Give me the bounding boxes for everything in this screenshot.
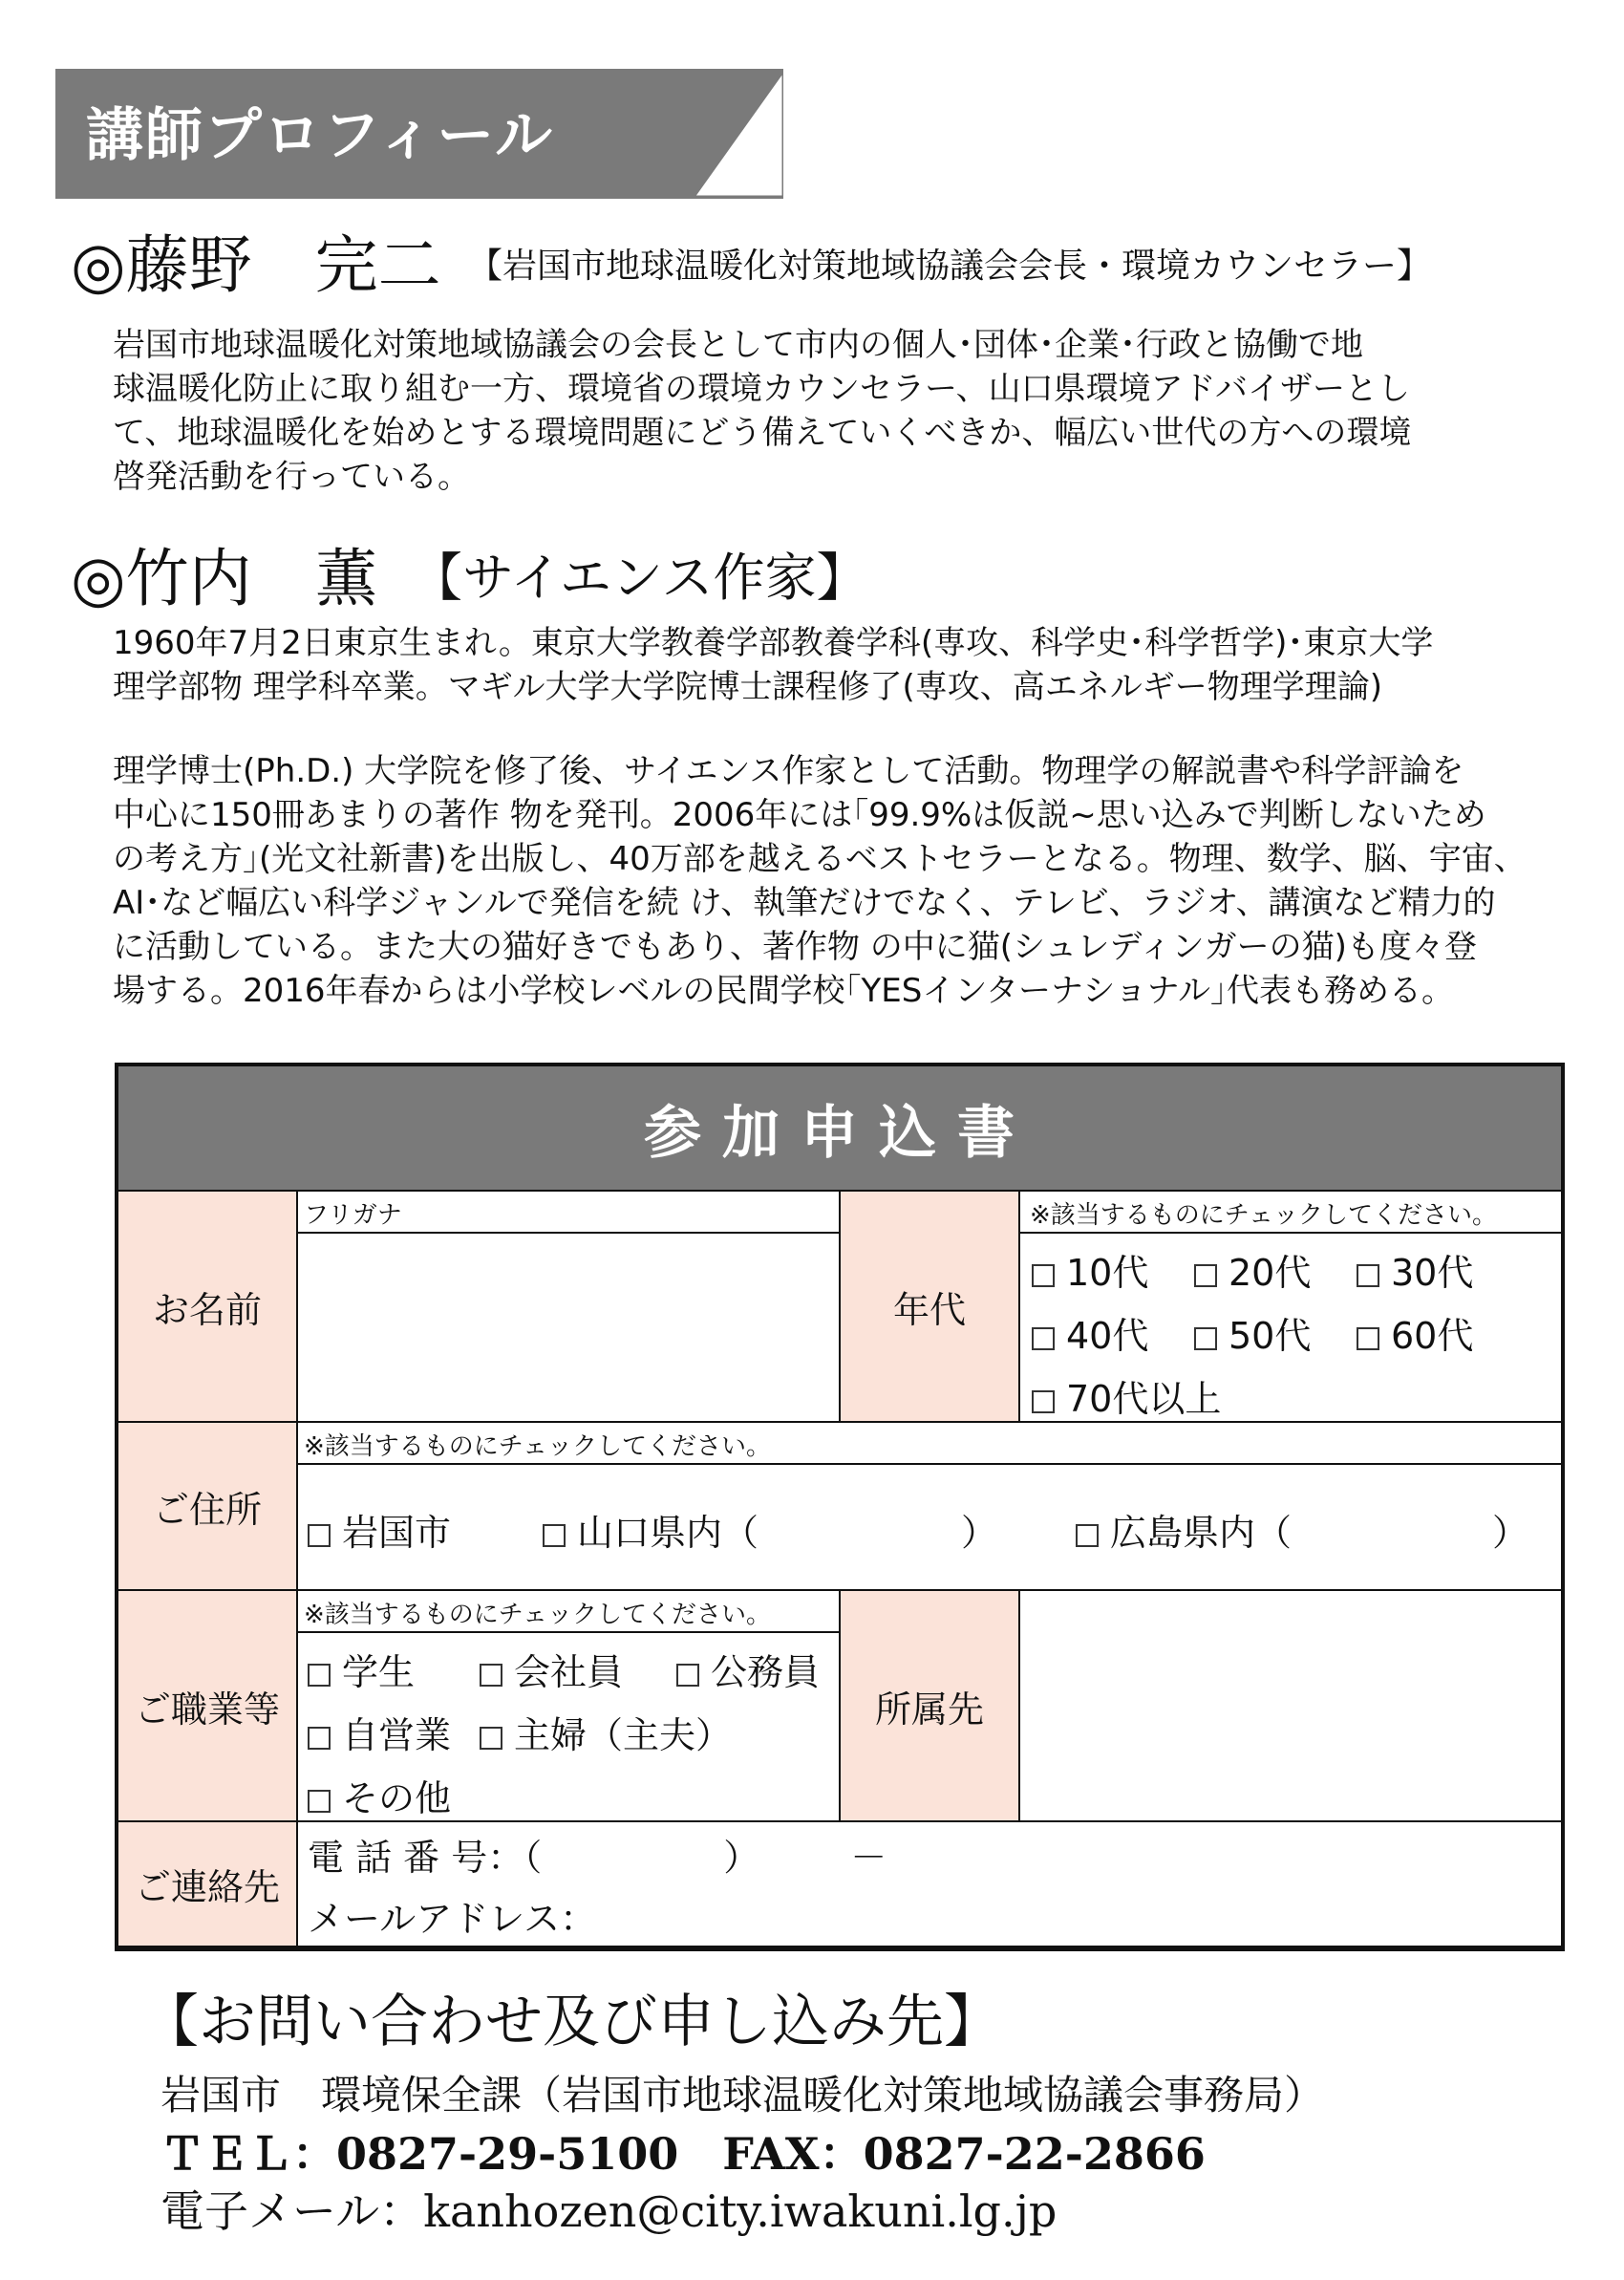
age-label-text: 年代 [892,1288,966,1331]
age-check-note: ※該当するものにチェックしてください。 [1030,1201,1498,1230]
email-field[interactable]: メールアドレス： [308,1898,597,1940]
checkbox-icon[interactable] [676,1664,699,1687]
occupation-note-cell [296,1589,841,1633]
age-option-60[interactable] [1357,1306,1473,1359]
bio-line: 1960年7月2日東京生まれ。東京大学教養学部教養学科(専攻、科学史･科学哲学)･東京大学 [113,624,1434,662]
job-option-employee[interactable] [480,1643,623,1695]
occupation-label [117,1589,298,1822]
contact-heading: 【お問い合わせ及び申し込み先】 [141,1989,1001,2055]
address-option-label: 岩国市 [342,1512,452,1554]
name-label-text: お名前 [152,1288,262,1331]
age-option-label: 40代 [1066,1315,1149,1357]
contact-fields-cell [296,1820,1563,1947]
address-option-label: 広島県内（ [1110,1512,1293,1554]
contact-label [117,1820,298,1947]
job-option-label: その他 [342,1777,452,1819]
bio-line: 理学博士(Ph.D.) 大学院を修了後、サイエンス作家として活動。物理学の解説書や科学評論を [113,752,1464,790]
address-option-hiroshima[interactable] [1076,1503,1292,1556]
age-option-20[interactable] [1194,1243,1311,1296]
age-option-label: 20代 [1229,1252,1312,1294]
speaker-2-bio-2 [113,749,1565,1013]
section-title: 講師プロフィール [86,102,554,169]
checkbox-icon[interactable] [308,1790,331,1813]
job-option-label: 主婦（主夫） [514,1714,733,1756]
job-option-homemaker[interactable] [480,1706,732,1758]
checkbox-icon[interactable] [1032,1327,1055,1350]
job-option-label: 会社員 [514,1651,624,1693]
job-option-label: 学生 [342,1651,416,1693]
address-label [117,1421,298,1591]
age-option-10[interactable] [1032,1243,1148,1296]
checkbox-icon[interactable] [1076,1524,1099,1547]
speaker-2-name: ◎竹内 薫 [71,542,378,615]
occupation-options-cell [296,1631,841,1822]
bio-line: 啓発活動を行っている。 [113,458,470,496]
speaker-1-role: 【岩国市地球温暖化対策地域協議会会長・環境カウンセラー】 [468,247,1432,286]
age-options-cell [1018,1232,1563,1423]
age-option-label: 10代 [1066,1252,1149,1294]
bio-line: 岩国市地球温暖化対策地域協議会の会長として市内の個人･団体･企業･行政と協働で地 [113,326,1363,364]
bio-line: 理学部物 理学科卒業。マギル大学大学院博士課程修了(専攻、高エネルギー物理学理論) [113,668,1382,706]
age-option-40[interactable] [1032,1306,1148,1359]
affiliation-input-field[interactable] [1018,1589,1563,1822]
paren-close: ） [1492,1512,1529,1554]
job-option-other[interactable] [308,1769,451,1821]
furigana-label: フリガナ [304,1201,402,1230]
address-label-text: ご住所 [152,1488,262,1531]
checkbox-icon[interactable] [308,1727,331,1750]
contact-tel-fax: ＴＥＬ：0827-29-5100 FAX：0827-22-2866 [160,2128,1206,2180]
affiliation-label-text: 所属先 [874,1688,984,1731]
affiliation-label [839,1589,1020,1822]
age-option-30[interactable] [1357,1243,1473,1296]
bio-line: 場する。2016年春からは小学校レベルの民間学校｢YESインターナショナル｣代表も務める。 [113,972,1454,1010]
address-option-label: 山口県内（ [577,1512,759,1554]
furigana-field[interactable] [296,1190,841,1234]
name-input-field[interactable] [296,1232,841,1423]
address-note-cell [296,1421,1563,1465]
occupation-check-note: ※該当するものにチェックしてください。 [304,1601,772,1629]
bio-line: の考え方｣(光文社新書)を出版し、40万部を越えるベストセラーとなる。物理、数学、脳、宇宙、 [113,840,1527,878]
banner-notch-shape [692,69,783,199]
address-options-cell [296,1463,1563,1591]
occupation-label-text: ご職業等 [134,1688,280,1731]
phone-field[interactable]: 電 話 番 号：（ ） － [308,1837,887,1879]
age-option-label: 30代 [1391,1252,1474,1294]
bio-line: 中心に150冊あまりの著作 物を発刊。2006年には｢99.9%は仮説~思い込みで判断しないため [113,796,1486,834]
age-label [839,1190,1020,1423]
speaker-1-bio [113,323,1565,499]
contact-email: 電子メール：kanhozen@city.iwakuni.lg.jp [160,2185,1058,2237]
checkbox-icon[interactable] [308,1664,331,1687]
age-option-50[interactable] [1194,1306,1311,1359]
bio-line: て、地球温暖化を始めとする環境問題にどう備えていくべきか、幅広い世代の方への環境 [113,414,1412,452]
paren-close: ） [961,1512,998,1554]
bio-line: に活動している。また大の猫好きでもあり、著作物 の中に猫(シュレディンガーの猫)も度々登 [113,928,1477,966]
speaker-2-bio-1 [113,621,1565,709]
speaker-2-role: 【サイエンス作家】 [411,548,868,608]
age-option-label: 60代 [1391,1315,1474,1357]
checkbox-icon[interactable] [308,1524,331,1547]
age-option-label: 70代以上 [1066,1378,1222,1420]
checkbox-icon[interactable] [1357,1264,1379,1287]
checkbox-icon[interactable] [1194,1264,1217,1287]
job-option-civil-servant[interactable] [676,1643,820,1695]
name-label [117,1190,298,1423]
checkbox-icon[interactable] [1357,1327,1379,1350]
bio-line: 球温暖化防止に取り組む一方、環境省の環境カウンセラー、山口県環境アドバイザーとし [113,370,1410,408]
checkbox-icon[interactable] [1032,1264,1055,1287]
contact-department: 岩国市 環境保全課（岩国市地球温暖化対策地域協議会事務局） [160,2072,1325,2119]
speaker-1-name: ◎藤野 完二 [71,228,441,302]
age-option-label: 50代 [1229,1315,1312,1357]
job-option-student[interactable] [308,1643,415,1695]
checkbox-icon[interactable] [480,1664,502,1687]
checkbox-icon[interactable] [1194,1327,1217,1350]
form-title: 参加申込書 [644,1100,1036,1167]
checkbox-icon[interactable] [1032,1390,1055,1413]
job-option-self-employed[interactable] [308,1706,451,1758]
address-check-note: ※該当するものにチェックしてください。 [304,1432,772,1461]
age-note-cell [1018,1190,1563,1234]
job-option-label: 自営業 [342,1714,452,1756]
checkbox-icon[interactable] [543,1524,566,1547]
checkbox-icon[interactable] [480,1727,502,1750]
address-option-iwakuni[interactable] [308,1503,451,1556]
bio-line: AI･など幅広い科学ジャンルで発信を続 け、執筆だけでなく、テレビ、ラジオ、講演など精力的 [113,884,1496,922]
address-option-yamaguchi[interactable] [543,1503,759,1556]
job-option-label: 公務員 [711,1651,821,1693]
age-option-70[interactable] [1032,1369,1221,1422]
contact-label-text: ご連絡先 [134,1866,280,1908]
